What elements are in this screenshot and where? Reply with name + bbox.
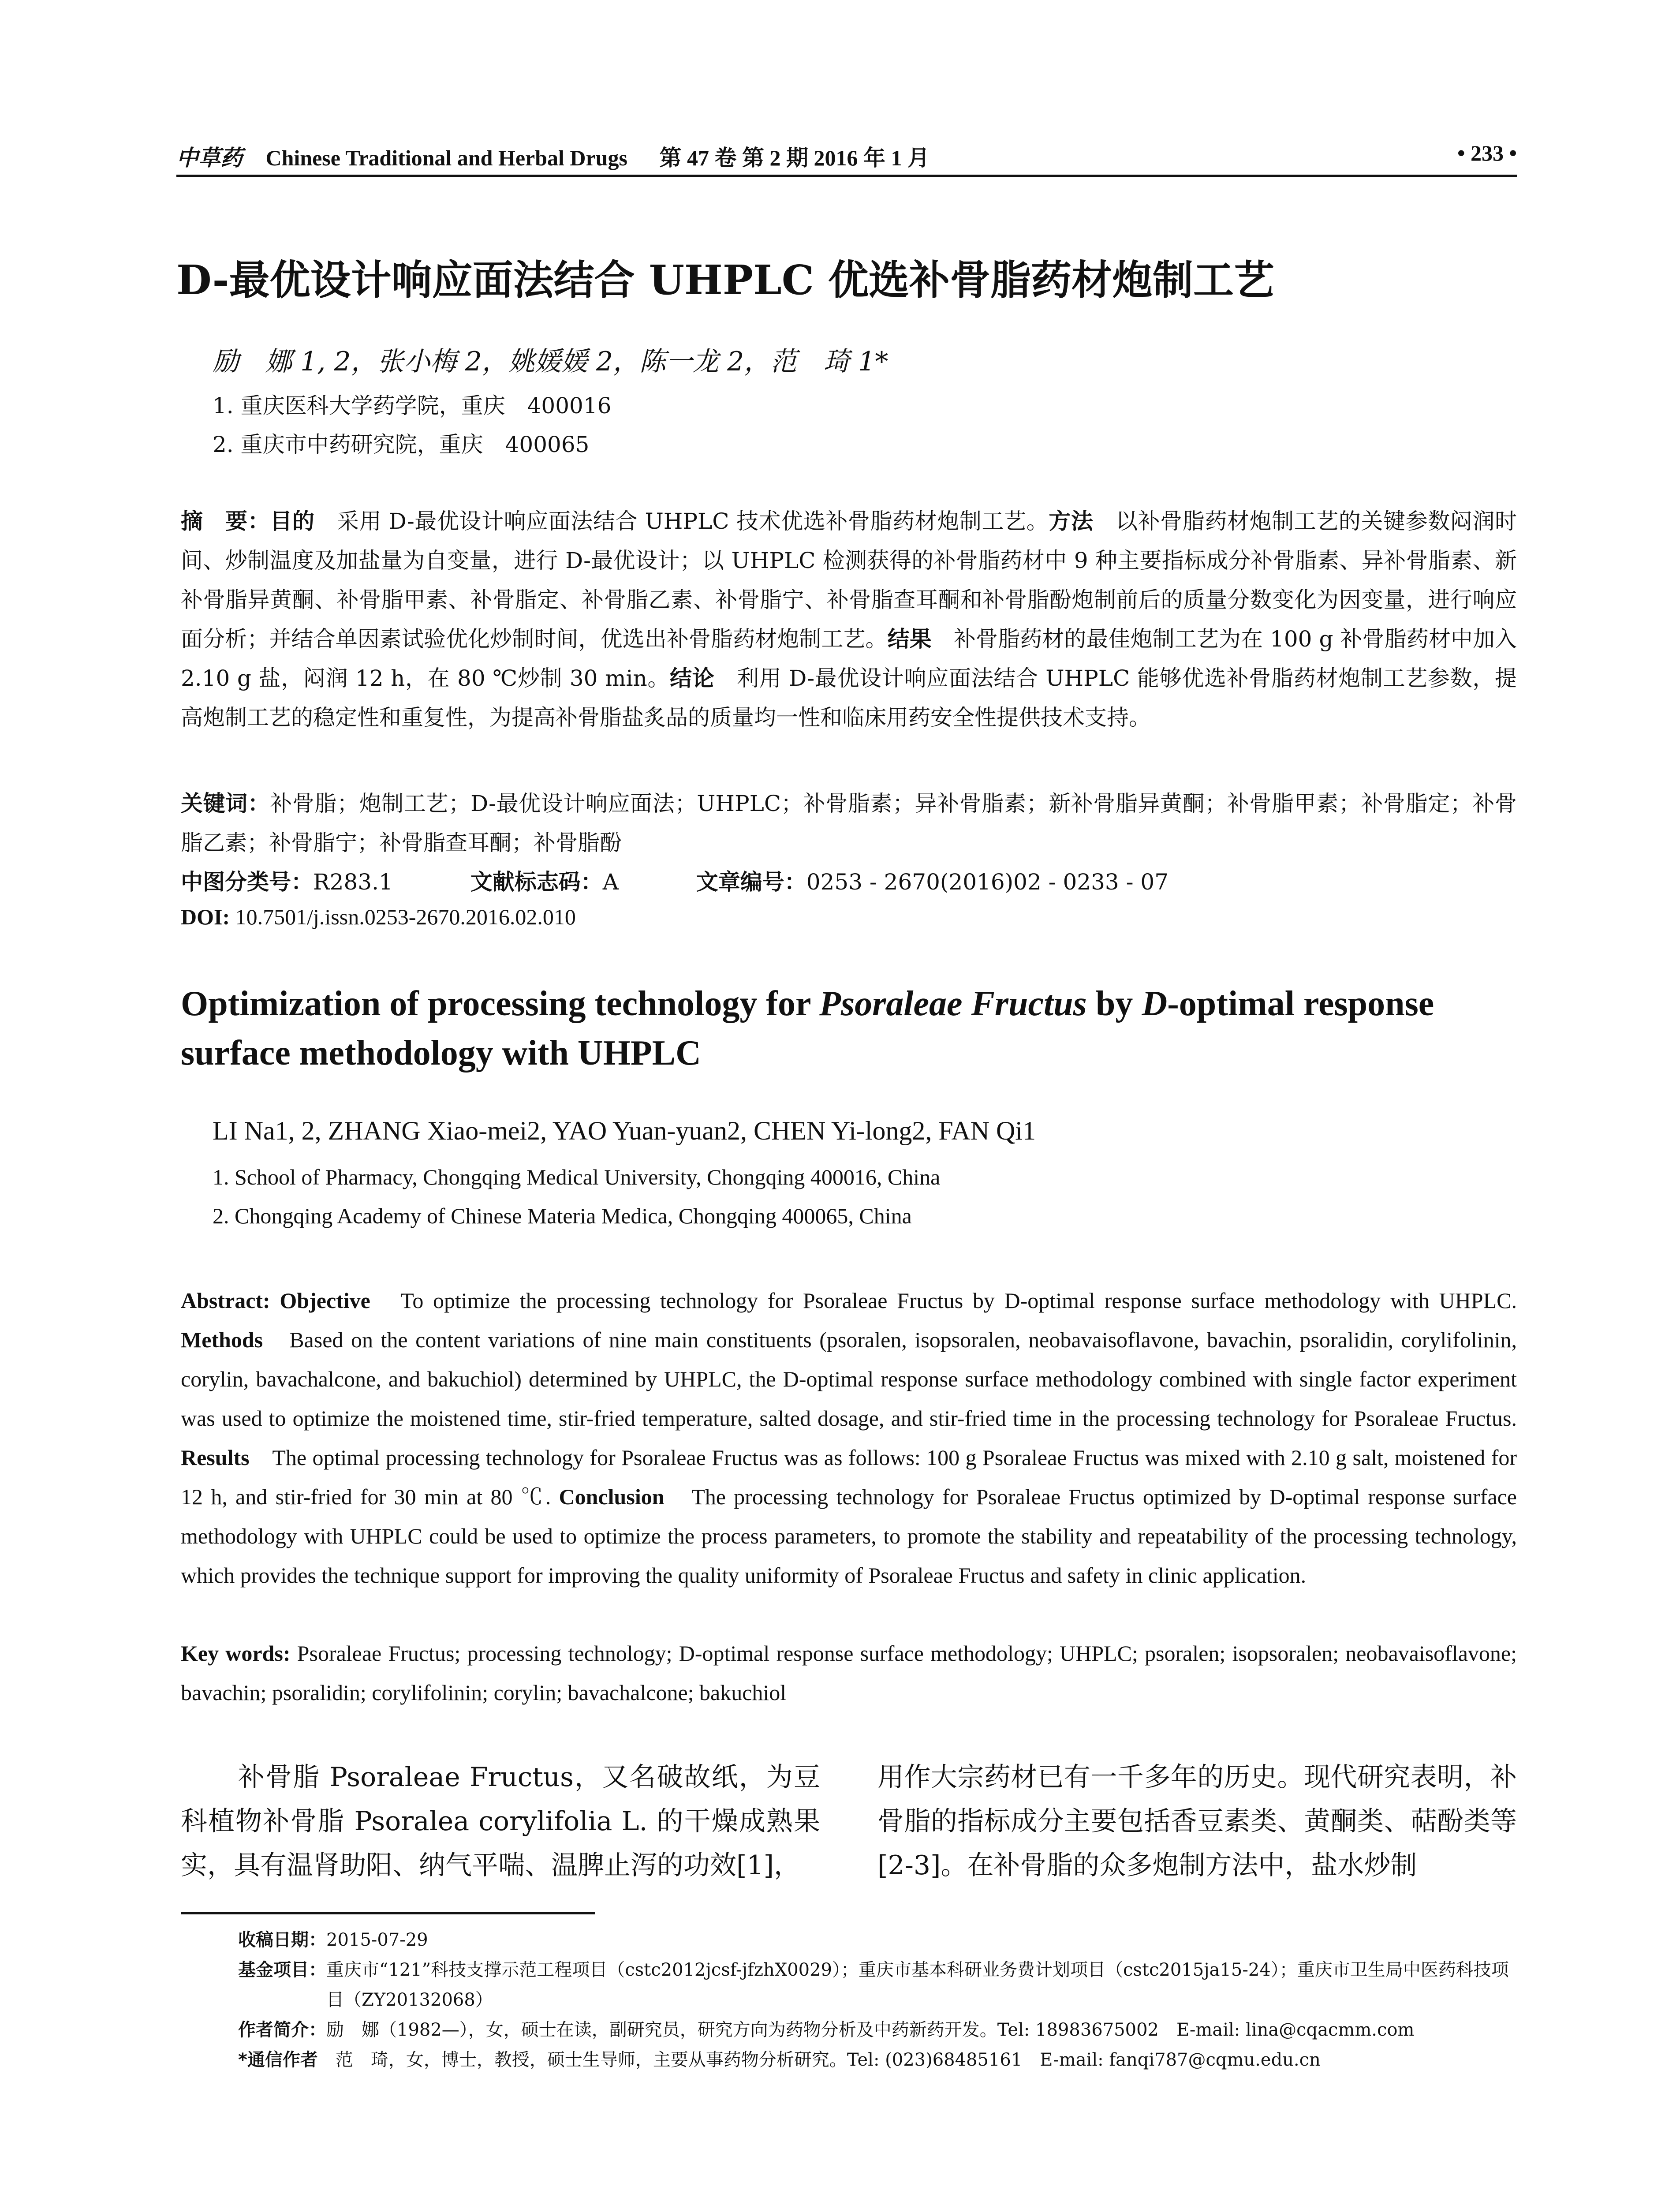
affiliation-en-2: 2. Chongqing Academy of Chinese Materia Medica, Chongqing 400065, China (213, 1203, 912, 1228)
doc-code-label: 文献标志码： (470, 869, 603, 895)
abstract-cn (181, 502, 1517, 737)
footnote-text: 范 琦，女，博士，教授，硕士生导师，主要从事药物分析研究。Tel: (023)68485161 E-mail: fanqi787@cqmu.edu.cn (335, 2050, 1321, 2070)
footnote-text: 励 娜（1982—），女，硕士在读，副研究员，研究方向为药物分析及中药新药开发。Tel: 18983675002 E-mail: lina@cqacmm.com (326, 2020, 1415, 2040)
abstract-cn-methods: 以补骨脂药材炮制工艺的关键参数闷润时间、炒制温度及加盐量为自变量，进行 D-最优设计；以 UHPLC 检测获得的补骨脂药材中 9 种主要指标成分补骨脂素、异补骨脂素、新补骨脂异黄酮、补骨脂甲素、补骨脂定、补骨脂乙素、补骨脂宁、补骨脂查耳酮和补骨脂酚炮制前后的质量分数变化为因变量，进行响应面分析；并结合单因素试验优化炒制时间，优选出补骨脂药材炮制工艺。 (181, 508, 1517, 652)
running-header (176, 140, 1517, 171)
keywords-cn (181, 784, 1517, 863)
title-en (181, 979, 1517, 1078)
abstract-cn-objective-label: 目的 (270, 508, 315, 534)
title-en-italic2: D (1142, 984, 1168, 1023)
title-en-italic1: Psoraleae Fructus (819, 984, 1087, 1023)
doi-label: DOI: (181, 904, 230, 929)
abstract-en-conclusion: The processing technology for Psoraleae Fructus optimized by D-optimal response surface methodology with UHPLC could be used to optimize the process parameters, to promote the stability and repeatability of the processing technology, which provides the technique support for improving the quality uniformity of Psoraleae Fructus and safety in clinic application. (181, 1484, 1517, 1588)
abstract-cn-methods-label: 方法 (1049, 508, 1094, 534)
abstract-cn-conclusion-label: 结论 (670, 665, 715, 691)
footnote-label: 收稿日期： (238, 1930, 326, 1950)
footnotes (238, 1925, 1517, 2075)
doi-line (181, 904, 576, 930)
body-column-right: 用作大宗药材已有一千多年的历史。现代研究表明，补骨脂的指标成分主要包括香豆素类、黄酮类、萜酚类等[2-3]。在补骨脂的众多炮制方法中，盐水炒制 (877, 1762, 1517, 1881)
abstract-en (181, 1281, 1517, 1595)
article-number-label: 文章编号： (696, 869, 806, 895)
abstract-en-results: The optimal processing technology for Psoraleae Fructus was as follows: 100 g Psoraleae Fructus was mixed with 2.10 g salt, moistened for 12 h, and stir-fried for 30 min at 80 ℃. (181, 1445, 1517, 1509)
abstract-cn-conclusion: 利用 D-最优设计响应面法结合 UHPLC 能够优选补骨脂药材炮制工艺参数，提高炮制工艺的稳定性和重复性，为提高补骨脂盐炙品的质量均一性和临床用药安全性提供技术支持。 (181, 665, 1517, 730)
classification-line (181, 864, 1169, 896)
abstract-cn-label: 摘 要： (181, 508, 270, 534)
abstract-en-label: Abstract: Objective (181, 1288, 370, 1313)
doc-code-value: A (602, 869, 619, 895)
abstract-en-conclusion-label: Conclusion (559, 1484, 665, 1509)
body-column-left: 补骨脂 Psoraleae Fructus，又名破故纸，为豆科植物补骨脂 Psoralea corylifolia L. 的干燥成熟果实，具有温肾助阳、纳气平喘、温脾止泻的功效[1]， (181, 1762, 820, 1881)
affiliation-cn-1: 1. 重庆医科大学药学院，重庆 400016 (213, 393, 612, 419)
keywords-cn-text: 补骨脂；炮制工艺；D-最优设计响应面法；UHPLC；补骨脂素；异补骨脂素；新补骨脂异黄酮；补骨脂甲素；补骨脂定；补骨脂乙素；补骨脂宁；补骨脂查耳酮；补骨脂酚 (181, 791, 1517, 856)
footnote-text: 2015-07-29 (326, 1930, 428, 1950)
footnote-rule (181, 1912, 595, 1914)
abstract-cn-results-label: 结果 (887, 626, 932, 652)
keywords-cn-label: 关键词： (181, 791, 270, 816)
clc-label: 中图分类号： (181, 869, 313, 895)
abstract-en-results-label: Results (181, 1445, 250, 1470)
abstract-cn-results: 补骨脂药材的最佳炮制工艺为在 100 g 补骨脂药材中加入 2.10 g 盐，闷润 12 h，在 80 ℃炒制 30 min。 (181, 626, 1517, 691)
authors-en: LI Na1, 2, ZHANG Xiao-mei2, YAO Yuan-yuan2, CHEN Yi-long2, FAN Qi1 (213, 1116, 1036, 1145)
keywords-en (181, 1634, 1517, 1712)
abstract-cn-objective: 采用 D-最优设计响应面法结合 UHPLC 技术优选补骨脂药材炮制工艺。 (337, 508, 1049, 534)
authors-cn: 励 娜 1, 2，张小梅 2，姚媛媛 2，陈一龙 2，范 琦 1* (213, 346, 889, 377)
footnote-corresponding (238, 2045, 1517, 2075)
journal-issue: 第 47 卷 第 2 期 2016 年 1 月 (659, 146, 930, 170)
keywords-en-text: Psoraleae Fructus; processing technology; D-optimal response surface methodology; UHPLC; psoralen; isopsoralen; neobavaisoflavone; bavachin; psoralidin; corylifolinin; corylin; bavachalcone; bakuchiol (181, 1641, 1517, 1705)
header-rule (176, 175, 1517, 177)
doi-value: 10.7501/j.issn.0253-2670.2016.02.010 (235, 904, 576, 929)
abstract-en-methods: Based on the content variations of nine main constituents (psoralen, isopsoralen, neobavaisoflavone, bavachin, psoralidin, corylifolinin, corylin, bavachalcone, and bakuchiol) determined by UHPLC, the D-optimal response surface methodology combined with single factor experiment was used to optimize the moistened time, stir-fried temperature, salted dosage, and stir-fried time in the processing technology for Psoraleae Fructus. (181, 1327, 1517, 1431)
footnote-received (238, 1925, 1517, 1955)
title-en-part2: by (1086, 984, 1142, 1023)
article-number-value: 0253 - 2670(2016)02 - 0233 - 07 (806, 869, 1169, 895)
abstract-en-methods-label: Methods (181, 1327, 263, 1352)
abstract-en-objective: To optimize the processing technology for Psoraleae Fructus by D-optimal response surface methodology with UHPLC. (400, 1288, 1517, 1313)
footnote-label: *通信作者 (238, 2050, 336, 2070)
title-en-part3: -optimal response surface methodology with UHPLC (181, 984, 1434, 1073)
footnote-label: 基金项目： (238, 1960, 326, 1980)
footnote-text: 重庆市“121”科技支撑示范工程项目（cstc2012jcsf-jfzhX0029）；重庆市基本科研业务费计划项目（cstc2015ja15-24）；重庆市卫生局中医药科技项目（ZY20132068） (326, 1960, 1509, 2010)
footnote-author-bio (238, 2015, 1517, 2045)
page-number: • 233 • (1457, 141, 1517, 165)
title-cn: D-最优设计响应面法结合 UHPLC 优选补骨脂药材炮制工艺 (176, 256, 1274, 304)
clc-value: R283.1 (313, 869, 393, 895)
footnote-label: 作者简介： (238, 2020, 326, 2040)
title-en-part1: Optimization of processing technology for (181, 984, 820, 1023)
journal-name-en: Chinese Traditional and Herbal Drugs (265, 146, 627, 170)
journal-name-cn: 中草药 (176, 146, 243, 170)
affiliation-en-1: 1. School of Pharmacy, Chongqing Medical University, Chongqing 400016, China (213, 1165, 941, 1189)
footnote-funding (238, 1955, 1517, 2015)
affiliation-cn-2: 2. 重庆市中药研究院，重庆 400065 (213, 432, 590, 457)
keywords-en-label: Key words: (181, 1641, 291, 1666)
